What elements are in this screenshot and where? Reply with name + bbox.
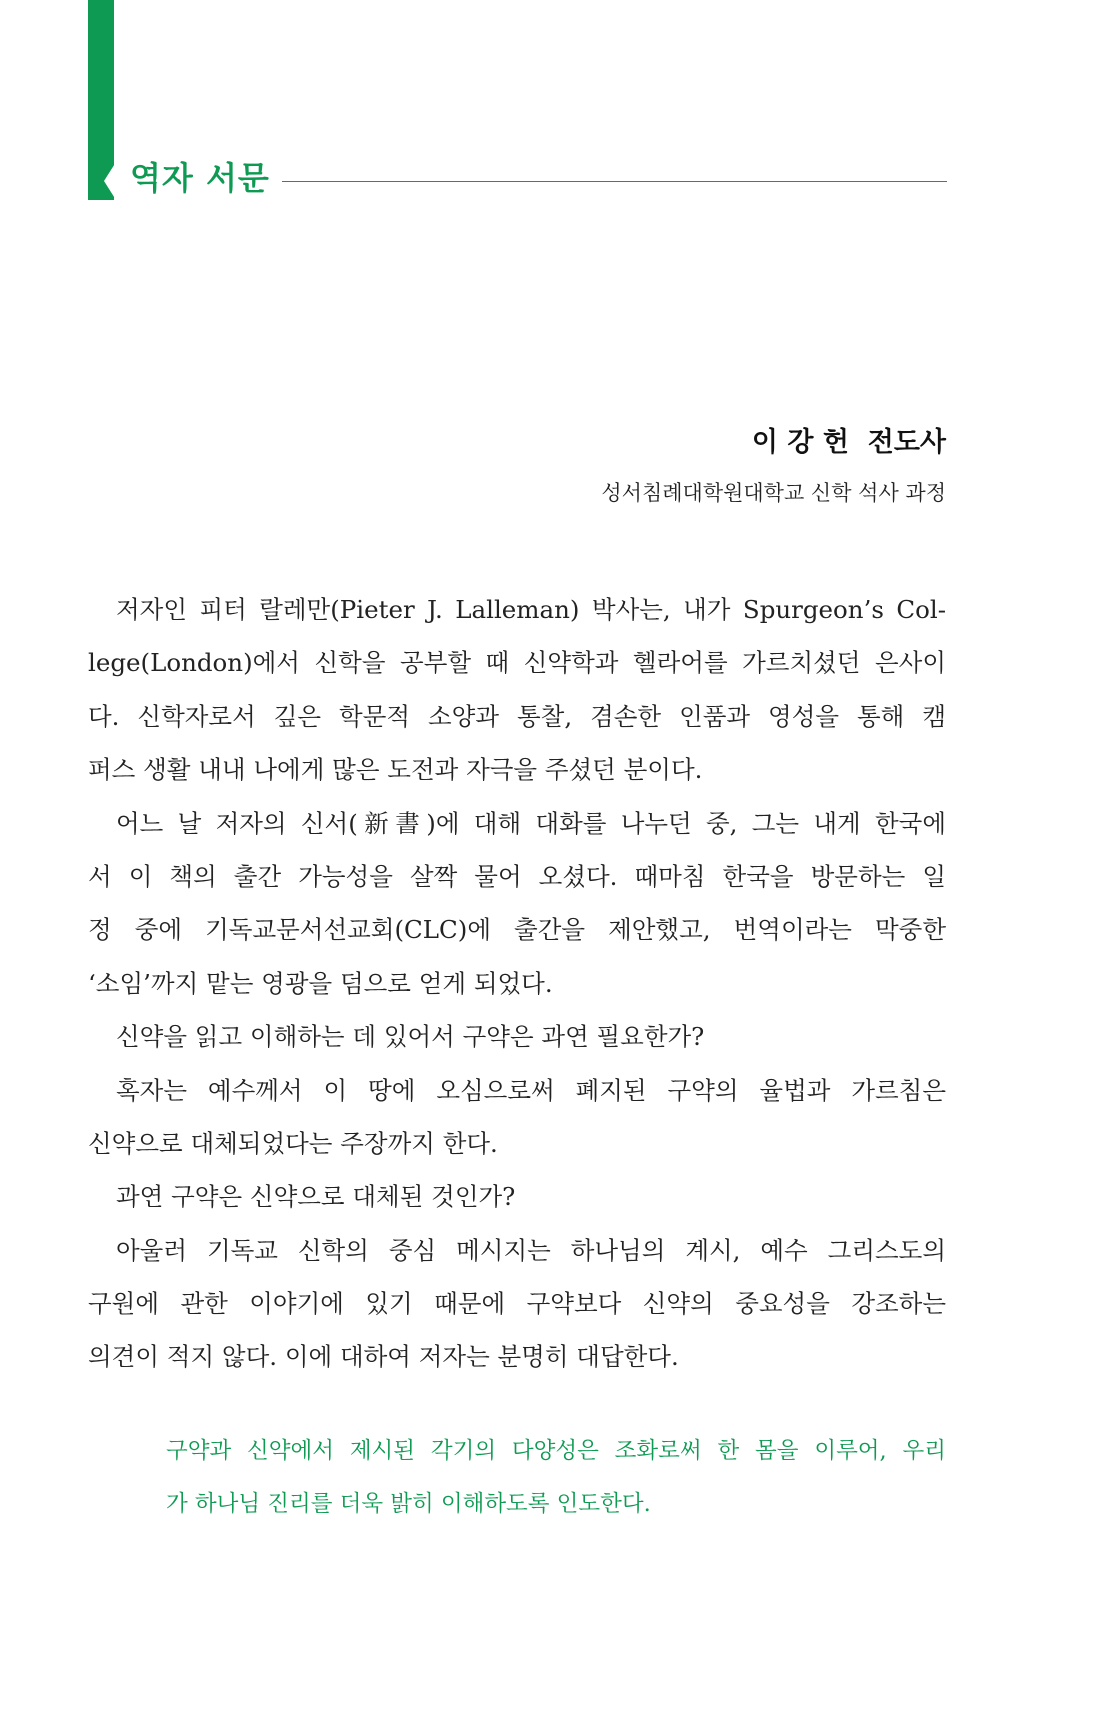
body-line: 어느 날 저자의 신서(新書)에 대해 대화를 나누던 중, 그는 내게 한국에 (116, 808, 946, 838)
body-line: 신약을 읽고 이해하는 데 있어서 구약은 과연 필요한가? (116, 1022, 705, 1052)
body-line: 저자인 피터 랄레만(Pieter J. Lalleman) 박사는, 내가 Spurgeon’s Col- (116, 595, 946, 624)
section-title: 역자 서문 (130, 159, 270, 197)
body-line: lege(London)에서 신학을 공부할 때 신약학과 헬라어를 가르치셨던 은사이 (88, 648, 946, 678)
body-line: 혹자는 예수께서 이 땅에 오심으로써 폐지된 구약의 율법과 가르침은 (116, 1075, 946, 1105)
highlighted-quote (166, 1425, 946, 1531)
title-rule (282, 181, 947, 182)
body-line: 아울러 기독교 신학의 중심 메시지는 하나님의 계시, 예수 그리스도의 (116, 1235, 946, 1265)
body-line: ‘소임’까지 맡는 영광을 덤으로 얻게 되었다. (88, 968, 553, 998)
author-affiliation: 성서침례대학원대학교 신학 석사 과정 (601, 481, 946, 505)
body-line: 과연 구약은 신약으로 대체된 것인가? (116, 1182, 516, 1212)
body-line: 구원에 관한 이야기에 있기 때문에 구약보다 신약의 중요성을 강조하는 (88, 1289, 946, 1319)
body-line: 서 이 책의 출간 가능성을 살짝 물어 오셨다. 때마침 한국을 방문하는 일 (88, 861, 946, 891)
body-line: 퍼스 생활 내내 나에게 많은 도전과 자극을 주셨던 분이다. (88, 755, 703, 785)
body-line: 신약으로 대체되었다는 주장까지 한다. (88, 1128, 498, 1158)
body-line: 의견이 적지 않다. 이에 대하여 저자는 분명히 대답한다. (88, 1342, 679, 1372)
quote-line: 가 하나님 진리를 더욱 밝히 이해하도록 인도한다. (166, 1491, 651, 1517)
body-line: 정 중에 기독교문서선교회(CLC)에 출간을 제안했고, 번역이라는 막중한 (88, 915, 946, 945)
body-line: 다. 신학자로서 깊은 학문적 소양과 통찰, 겸손한 인품과 영성을 통해 캠 (88, 701, 946, 731)
author-name: 이 강 헌 전도사 (751, 427, 946, 458)
chapter-tab-notch (104, 162, 116, 200)
quote-line: 구약과 신약에서 제시된 각기의 다양성은 조화로써 한 몸을 이루어, 우리 (166, 1438, 946, 1464)
body-text (88, 583, 946, 1384)
